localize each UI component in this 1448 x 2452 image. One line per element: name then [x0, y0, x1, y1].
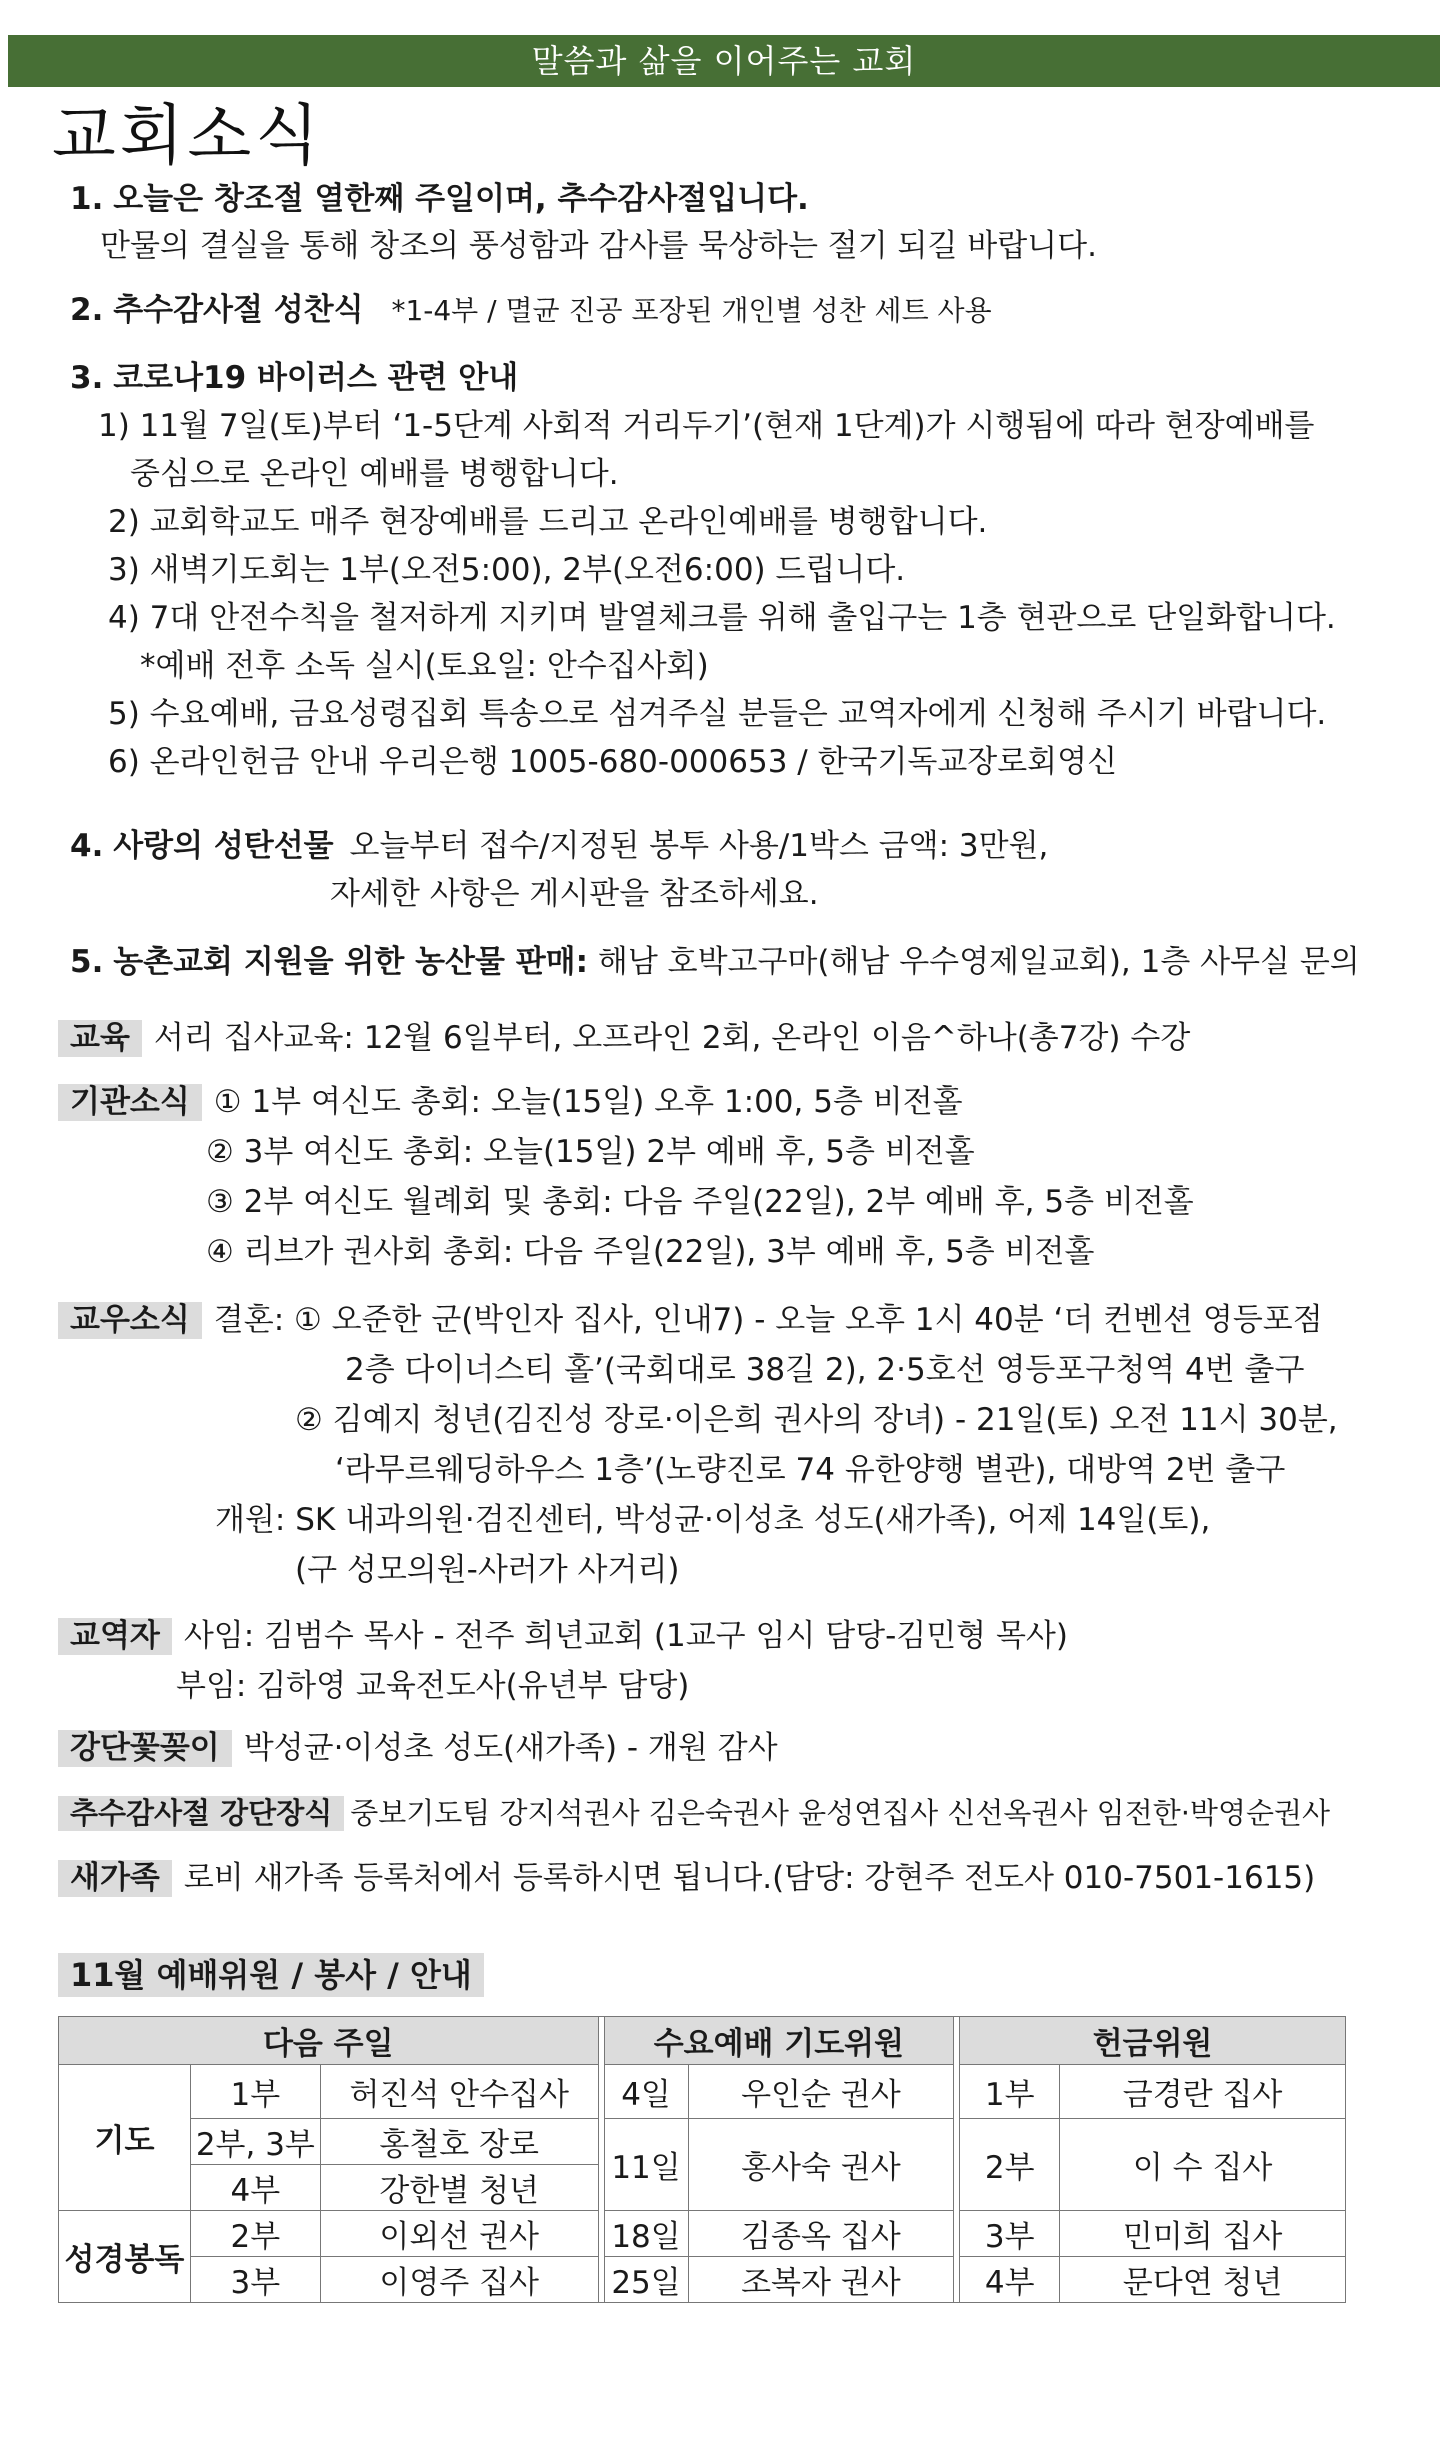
pastor-line-1: 사임: 김범수 목사 - 전주 희년교회 (1교구 임시 담당-김민형 목사): [183, 1618, 1068, 1654]
covid-line-4b: *예배 전후 소독 실시(토요일: 안수집사회): [140, 648, 709, 684]
covid-line-5: 5) 수요예배, 금요성령집회 특송으로 섬겨주실 분들은 교역자에게 신청해 주시기 바랍니다.: [108, 696, 1327, 732]
table-row: [59, 2257, 1346, 2303]
offering-part: 1부: [960, 2065, 1060, 2119]
page-title: 교회소식: [52, 97, 324, 174]
harvest-text: 중보기도팀 강지석권사 김은숙권사 윤성연집사 신선옥권사 임전한·박영순권사: [350, 1796, 1331, 1830]
item-number: 4.: [70, 828, 104, 864]
wed-name: 조복자 권사: [688, 2257, 954, 2303]
sunday-name: 홍철호 장로: [320, 2119, 598, 2165]
sunday-part: 2부: [190, 2211, 320, 2257]
flowers-section: [58, 1730, 778, 1767]
wed-name: 홍사숙 권사: [688, 2119, 954, 2211]
covid-line-1: 1) 11월 7일(토)부터 ‘1-5단계 사회적 거리두기’(현재 1단계)가 시행됨에 따라 현장예배를: [98, 408, 1315, 444]
news-item-2: [70, 292, 992, 329]
category-reading: 성경봉독: [59, 2211, 191, 2303]
header-offering: 헌금위원: [960, 2017, 1346, 2065]
harvest-section: [58, 1796, 1330, 1831]
news-item-5: [70, 944, 1360, 981]
harvest-tag: 추수감사절 강단장식: [58, 1796, 344, 1831]
sunday-part: 4부: [190, 2165, 320, 2211]
offering-name: 금경란 집사: [1060, 2065, 1346, 2119]
newfamily-text: 로비 새가족 등록처에서 등록하시면 됩니다.(담당: 강현주 전도사 010-7501-1615): [183, 1860, 1316, 1896]
table-row: [59, 2065, 1346, 2119]
wed-date: 25일: [604, 2257, 688, 2303]
flowers-text: 박성균·이성초 성도(새가족) - 개원 감사: [243, 1730, 778, 1766]
pastor-tag: 교역자: [58, 1618, 172, 1655]
header-wednesday-prayer: 수요예배 기도위원: [604, 2017, 954, 2065]
wed-date: 18일: [604, 2211, 688, 2257]
org-section: [58, 1084, 963, 1121]
sunday-name: 강한별 청년: [320, 2165, 598, 2211]
item-number: 1.: [70, 181, 104, 217]
org-line-1: ① 1부 여신도 총회: 오늘(15일) 오후 1:00, 5층 비전홀: [213, 1084, 963, 1120]
wedding-line-2: 2층 다이너스티 홀’(국회대로 38길 2), 2·5호선 영등포구청역 4번 출구: [345, 1352, 1305, 1388]
sunday-name: 이영주 집사: [320, 2257, 598, 2303]
members-tag: 교우소식: [58, 1302, 202, 1339]
wed-date: 4일: [604, 2065, 688, 2119]
sunday-part: 2부, 3부: [190, 2119, 320, 2165]
org-tag: 기관소식: [58, 1084, 202, 1121]
covid-line-6: 6) 온라인헌금 안내 우리은행 1005-680-000653 / 한국기독교장로회영신: [108, 744, 1118, 780]
news-item-4: [70, 828, 1048, 865]
news-item-1-detail: 만물의 결실을 통해 창조의 풍성함과 감사를 묵상하는 절기 되길 바랍니다.: [100, 228, 1097, 264]
org-line-3: ③ 2부 여신도 월례회 및 총회: 다음 주일(22일), 2부 예배 후, 5층 비전홀: [206, 1184, 1194, 1220]
item-number: 2.: [70, 292, 104, 328]
pastor-section: [58, 1618, 1068, 1655]
wed-name: 우인순 권사: [688, 2065, 954, 2119]
education-section: [58, 1020, 1190, 1057]
pastor-line-2: 부임: 김하영 교육전도사(유년부 담당): [176, 1668, 690, 1704]
item-heading: 추수감사절 성찬식: [113, 292, 364, 328]
news-item-3: [70, 360, 518, 397]
item-number: 5.: [70, 944, 104, 980]
church-banner: 말씀과 삶을 이어주는 교회: [8, 35, 1440, 87]
members-section: [58, 1302, 1323, 1339]
duty-header-row: [59, 2017, 1346, 2065]
flowers-tag: 강단꽃꽂이: [58, 1730, 232, 1767]
item-number: 3.: [70, 360, 104, 396]
org-line-2: ② 3부 여신도 총회: 오늘(15일) 2부 예배 후, 5층 비전홀: [206, 1134, 975, 1170]
offering-name: 이 수 집사: [1060, 2119, 1346, 2211]
item-heading: 코로나19 바이러스 관련 안내: [113, 360, 519, 396]
wedding-line-1: ① 오준한 군(박인자 집사, 인내7) - 오늘 오후 1시 40분 ‘더 컨벤션 영등포점: [294, 1302, 1323, 1338]
header-next-sunday: 다음 주일: [59, 2017, 599, 2065]
sunday-name: 허진석 안수집사: [320, 2065, 598, 2119]
duty-table: [58, 2016, 1346, 2303]
news-item-4-detail-2: 자세한 사항은 게시판을 참조하세요.: [330, 876, 819, 912]
wedding-label: 결혼:: [213, 1302, 285, 1338]
wed-name: 김종옥 집사: [688, 2211, 954, 2257]
offering-name: 민미희 집사: [1060, 2211, 1346, 2257]
sunday-name: 이외선 권사: [320, 2211, 598, 2257]
item-detail: *1-4부 / 멸균 진공 포장된 개인별 성찬 세트 사용: [391, 294, 992, 327]
opening-line-1: SK 내과의원·검진센터, 박성균·이성초 성도(새가족), 어제 14일(토),: [295, 1502, 1211, 1538]
org-line-4: ④ 리브가 권사회 총회: 다음 주일(22일), 3부 예배 후, 5층 비전홀: [206, 1234, 1095, 1270]
covid-line-4: 4) 7대 안전수칙을 철저하게 지키며 발열체크를 위해 출입구는 1층 현관으로 단일화합니다.: [108, 600, 1336, 636]
education-text: 서리 집사교육: 12월 6일부터, 오프라인 2회, 온라인 이음^하나(총7강) 수강: [153, 1020, 1191, 1056]
item-heading: 농촌교회 지원을 위한 농산물 판매:: [113, 944, 589, 980]
item-detail: 해남 호박고구마(해남 우수영제일교회), 1층 사무실 문의: [597, 944, 1360, 980]
sunday-part: 3부: [190, 2257, 320, 2303]
offering-part: 2부: [960, 2119, 1060, 2211]
item-heading: 오늘은 창조절 열한째 주일이며, 추수감사절입니다.: [113, 181, 809, 217]
table-row: [59, 2119, 1346, 2165]
news-item-1: [70, 181, 809, 218]
table-row: [59, 2211, 1346, 2257]
wed-date: 11일: [604, 2119, 688, 2211]
wedding-line-4: ‘라무르웨딩하우스 1층’(노량진로 74 유한양행 별관), 대방역 2번 출구: [335, 1452, 1286, 1488]
opening-label: 개원:: [215, 1502, 286, 1538]
item-detail: 오늘부터 접수/지정된 봉투 사용/1박스 금액: 3만원,: [349, 828, 1049, 864]
wedding-line-3: ② 김예지 청년(김진성 장로·이은희 권사의 장녀) - 21일(토) 오전 11시 30분,: [295, 1402, 1338, 1438]
offering-part: 4부: [960, 2257, 1060, 2303]
covid-line-3: 3) 새벽기도회는 1부(오전5:00), 2부(오전6:00) 드립니다.: [108, 552, 906, 588]
item-heading: 사랑의 성탄선물: [113, 828, 334, 864]
education-tag: 교육: [58, 1020, 142, 1057]
offering-part: 3부: [960, 2211, 1060, 2257]
offering-name: 문다연 청년: [1060, 2257, 1346, 2303]
sunday-part: 1부: [190, 2065, 320, 2119]
newfamily-section: [58, 1860, 1315, 1897]
opening-section: [215, 1502, 1210, 1539]
covid-line-2: 2) 교회학교도 매주 현장예배를 드리고 온라인예배를 병행합니다.: [108, 504, 988, 540]
category-prayer: 기도: [59, 2065, 191, 2211]
covid-line-1b: 중심으로 온라인 예배를 병행합니다.: [130, 456, 619, 492]
newfamily-tag: 새가족: [58, 1860, 172, 1897]
duty-title: 11월 예배위원 / 봉사 / 안내: [58, 1953, 484, 1997]
opening-line-2: (구 성모의원-사러가 사거리): [295, 1552, 680, 1588]
